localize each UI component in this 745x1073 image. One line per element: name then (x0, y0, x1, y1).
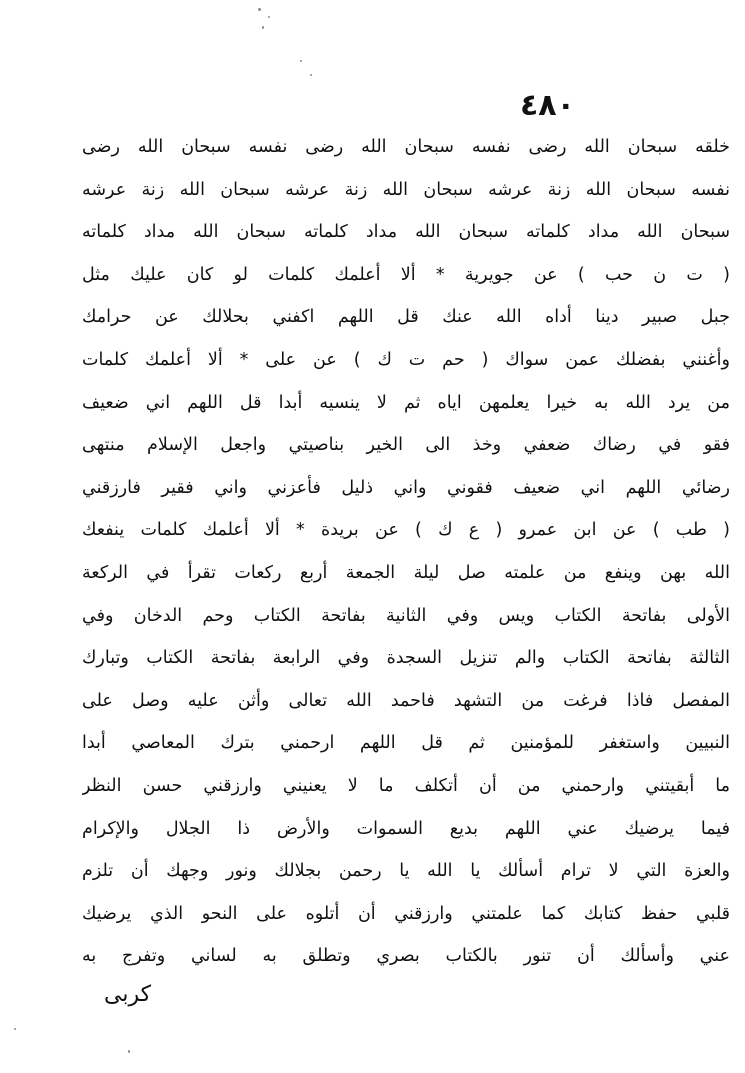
text-line-15: النبيين واستغفر للمؤمنين ثم قل اللهم ارحمني بترك المعاصي أبدا (82, 733, 730, 754)
scan-speck (14, 1028, 16, 1030)
text-line-10: ( طب ) عن ابن عمرو ( ع ك ) عن بريدة * ألا أعلمك كلمات ينفعك (82, 520, 730, 541)
scan-speck (310, 74, 312, 76)
scan-speck (258, 8, 261, 11)
text-line-8: فقو في رضاك ضعفي وخذ الى الخير بناصيتي واجعل الإسلام منتهى (82, 435, 730, 456)
text-line-5: جبل صبير دينا أداه الله عنك قل اللهم اكفني بحلالك عن حرامك (82, 307, 730, 328)
text-line-12: الأولى بفاتحة الكتاب ويس وفي الثانية بفاتحة الكتاب وحم الدخان وفي (82, 605, 730, 626)
text-line-18: والعزة التي لا ترام أسألك يا الله يا رحمن بجلالك ونور وجهك أن تلزم (82, 861, 730, 882)
text-line-20: عني وأسألك أن تنور بالكتاب بصري وتطلق به لساني وتفرج به (82, 946, 730, 967)
text-line-3: سبحان الله مداد كلماته سبحان الله مداد كلماته سبحان الله مداد كلماته (82, 222, 730, 243)
text-line-6: وأغنني بفضلك عمن سواك ( حم ت ك ) عن على * ألا أعلمك كلمات (82, 349, 730, 370)
text-line-17: فيما يرضيك عني اللهم بديع السموات والأرض ذا الجلال والإكرام (82, 818, 730, 839)
text-line-19: قلبي حفظ كتابك كما علمتني وارزقني أن أتلوه على النحو الذي يرضيك (82, 903, 730, 924)
scan-speck (262, 26, 264, 29)
text-line-2: نفسه سبحان الله زنة عرشه سبحان الله زنة عرشه سبحان الله زنة عرشه (82, 179, 730, 200)
catchword: كربى (104, 982, 152, 1007)
scan-speck (268, 16, 270, 18)
scan-speck (300, 60, 302, 62)
text-line-14: المفصل فاذا فرغت من التشهد فاحمد الله تعالى وأثن عليه وصل على (82, 690, 730, 711)
text-body (82, 126, 730, 978)
text-line-11: الله بهن وينفع من علمته صل ليلة الجمعة أربع ركعات تقرأ في الركعة (82, 562, 730, 583)
page-number: ٤٨٠ (520, 88, 575, 123)
scan-speck (128, 1050, 130, 1053)
text-line-9: رضائي اللهم اني ضعيف فقوني واني ذليل فأعزني واني فقير فارزقني (82, 477, 730, 498)
text-line-7: من يرد الله به خيرا يعلمهن اياه ثم لا ينسيه أبدا قل اللهم اني ضعيف (82, 392, 730, 413)
text-line-16: ما أبقيتني وارحمني من أن أتكلف ما لا يعنيني وارزقني حسن النظر (82, 775, 730, 796)
text-line-1: خلقه سبحان الله رضى نفسه سبحان الله رضى نفسه سبحان الله رضى (82, 137, 730, 157)
text-line-4: ( ت ن حب ) عن جويرية * ألا أعلمك كلمات لو كان عليك مثل (82, 264, 730, 285)
text-line-13: الثالثة بفاتحة الكتاب والم تنزيل السجدة وفي الرابعة بفاتحة الكتاب وتبارك (82, 648, 730, 669)
